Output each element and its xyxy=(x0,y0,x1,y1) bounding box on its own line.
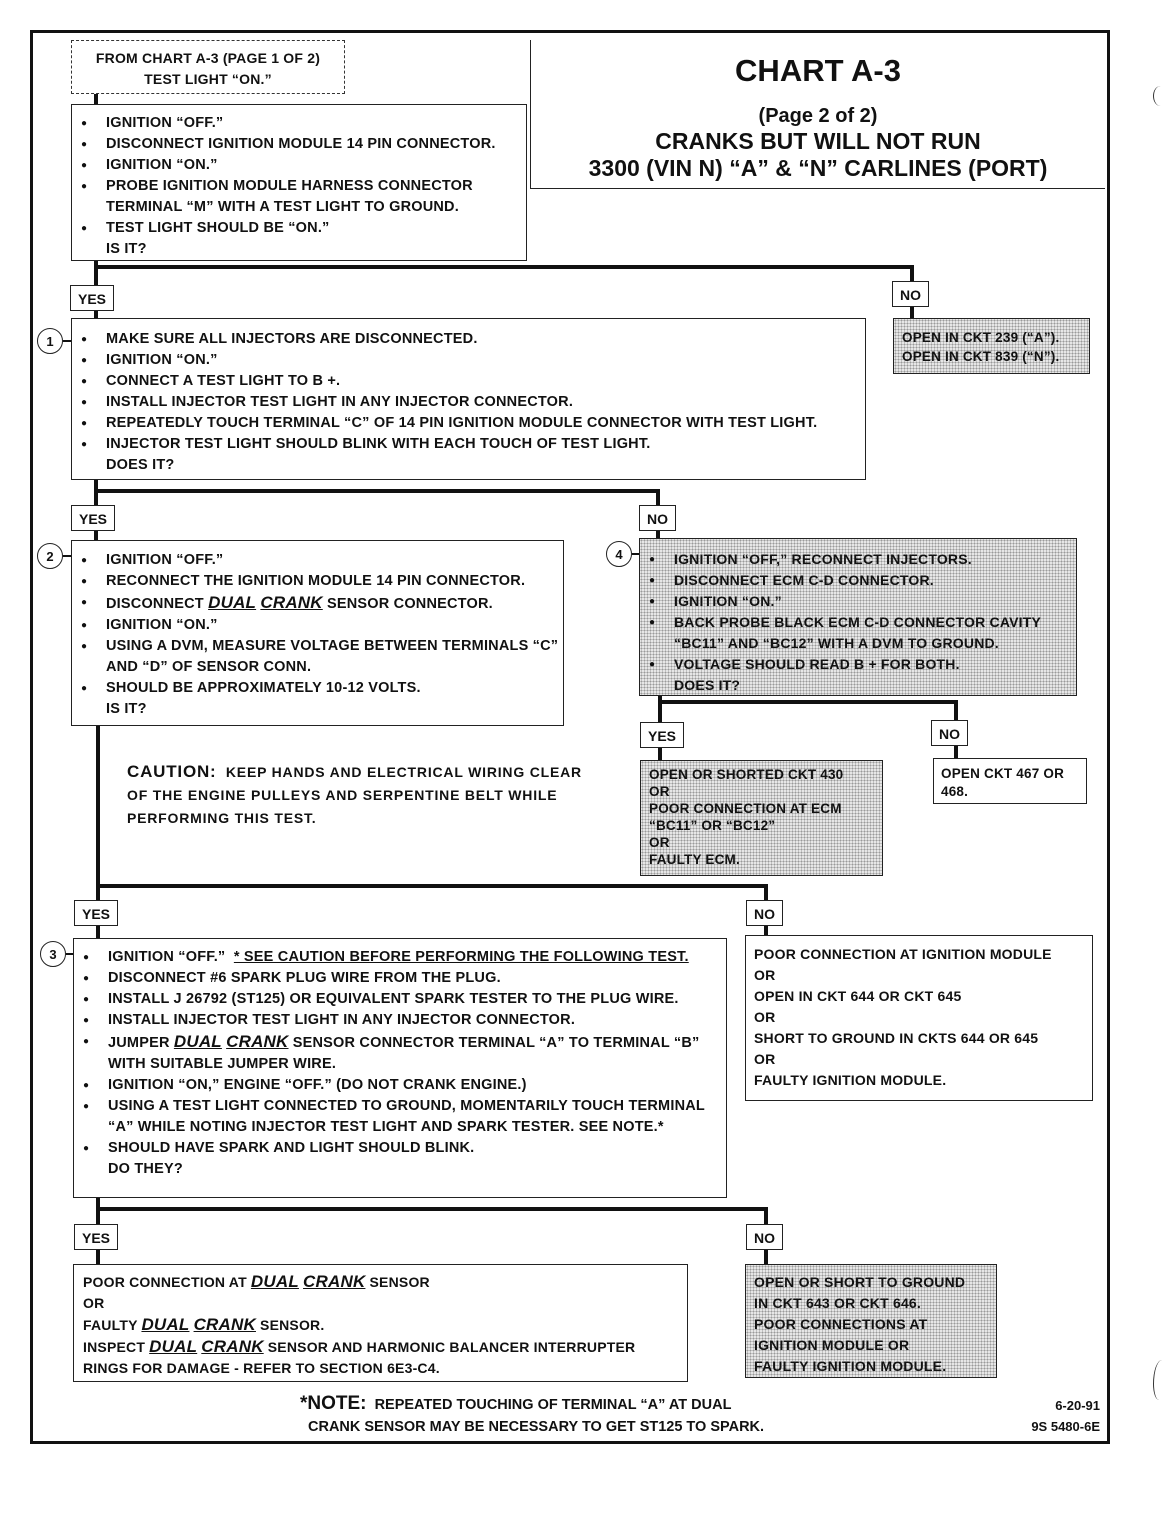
result-ckt643-box xyxy=(745,1264,997,1378)
result-line xyxy=(83,1314,687,1336)
text: SENSOR AND HARMONIC BALANCER INTERRUPTER xyxy=(267,1339,636,1355)
yes-label: YES xyxy=(74,900,118,926)
note-text: CRANK SENSOR MAY BE NECESSARY TO GET ST125 TO SPARK. xyxy=(308,1419,765,1435)
step-number-1: 1 xyxy=(37,328,63,354)
connector-line xyxy=(96,1250,100,1264)
text: SENSOR CONNECTOR. xyxy=(326,596,493,612)
result-line: OPEN OR SHORT TO GROUND xyxy=(754,1274,966,1290)
result-line: OPEN IN CKT 239 (“A”). xyxy=(902,330,1060,345)
entry-line: TEST LIGHT “ON.” xyxy=(144,71,272,87)
text: FAULTY xyxy=(83,1317,138,1333)
result-ignition-module-box xyxy=(745,935,1093,1101)
connector-line xyxy=(764,1207,768,1224)
dual-crank-text: CRANK xyxy=(193,1315,256,1334)
step2-box xyxy=(71,540,564,726)
step1-item: ● MAKE SURE ALL INJECTORS ARE DISCONNECTED. xyxy=(72,329,865,350)
result-sensor-box xyxy=(73,1264,688,1382)
step2-item xyxy=(72,592,563,615)
dual-crank-text: DUAL xyxy=(149,1337,198,1356)
step3-item: ● IGNITION “ON,” ENGINE “OFF.” (DO NOT CRANK ENGINE.) xyxy=(74,1075,726,1096)
step4-item: ● VOLTAGE SHOULD READ B + FOR BOTH. xyxy=(640,654,1076,675)
connector-line xyxy=(954,700,958,720)
no-label: NO xyxy=(746,1224,783,1250)
no-label: NO xyxy=(746,900,783,926)
dual-crank-text: CRANK xyxy=(303,1272,366,1291)
result-line: IN CKT 643 OR CKT 646. xyxy=(754,1295,921,1311)
result-line: SHORT TO GROUND IN CKTS 644 OR 645 xyxy=(754,1030,1039,1046)
yes-label: YES xyxy=(70,285,114,311)
dual-crank-text: DUAL xyxy=(208,593,257,612)
dual-crank-text: CRANK xyxy=(201,1337,264,1356)
step0-item: ● IGNITION “ON.” xyxy=(72,155,526,176)
caution-reference: * SEE CAUTION BEFORE PERFORMING THE FOLLOWING TEST. xyxy=(233,949,689,965)
connector-line xyxy=(94,489,660,493)
dual-crank-text: CRANK xyxy=(260,593,323,612)
step2-item: ● IGNITION “ON.” xyxy=(72,615,563,636)
no-label: NO xyxy=(931,720,968,746)
text: SENSOR CONNECTOR TERMINAL “A” TO TERMINAL “B” WITH SUITABLE JUMPER WIRE. xyxy=(108,1035,700,1072)
result-line: FAULTY IGNITION MODULE. xyxy=(754,1358,947,1374)
chart-engine: 3300 (VIN N) “A” & “N” CARLINES (PORT) xyxy=(588,155,1048,181)
step4-box xyxy=(639,538,1077,696)
step3-item: ● SHOULD HAVE SPARK AND LIGHT SHOULD BLINK. xyxy=(74,1138,726,1159)
connector-line xyxy=(96,1207,768,1211)
page-edge-mark xyxy=(1153,86,1168,106)
result-line: “BC11” OR “BC12” xyxy=(649,818,776,833)
step1-item: ● INSTALL INJECTOR TEST LIGHT IN ANY INJECTOR CONNECTOR. xyxy=(72,392,865,413)
result-line: OPEN IN CKT 839 (“N”). xyxy=(902,349,1060,364)
caution-heading: CAUTION: xyxy=(127,762,217,781)
result-line: OPEN CKT 467 OR xyxy=(941,766,1065,781)
dual-crank-text: DUAL xyxy=(250,1272,299,1291)
result-line: 468. xyxy=(941,784,969,799)
document-code: 9S 5480-6E xyxy=(1031,1419,1100,1434)
result-line: POOR CONNECTION AT IGNITION MODULE xyxy=(754,946,1052,962)
step1-item: ● REPEATEDLY TOUCH TERMINAL “C” OF 14 PIN IGNITION MODULE CONNECTOR WITH TEST LIGHT. xyxy=(72,413,865,434)
result-line: OR xyxy=(83,1295,105,1311)
step3-item xyxy=(74,1031,726,1075)
step1-question: DOES IT? xyxy=(106,457,175,473)
result-line: OR xyxy=(649,784,670,799)
result-line xyxy=(83,1336,687,1358)
step3-item: ● INSTALL J 26792 (ST125) OR EQUIVALENT SPARK TESTER TO THE PLUG WIRE. xyxy=(74,989,726,1010)
dual-crank-text: DUAL xyxy=(173,1032,222,1051)
step3-item xyxy=(74,947,726,968)
step3-item: ● DISCONNECT #6 SPARK PLUG WIRE FROM THE PLUG. xyxy=(74,968,726,989)
result-line: OR xyxy=(754,1009,776,1025)
result-line: OPEN IN CKT 644 OR CKT 645 xyxy=(754,988,962,1004)
connector-line xyxy=(910,265,914,281)
dual-crank-text: DUAL xyxy=(141,1315,190,1334)
chart-title: CHART A-3 xyxy=(735,53,901,88)
step2-question: IS IT? xyxy=(106,701,147,717)
step1-item: ● CONNECT A TEST LIGHT TO B +. xyxy=(72,371,865,392)
result-line: RINGS FOR DAMAGE - REFER TO SECTION 6E3-C4. xyxy=(83,1360,440,1376)
step2-item: ● USING A DVM, MEASURE VOLTAGE BETWEEN TERMINALS “C” AND “D” OF SENSOR CONN. xyxy=(72,636,563,678)
entry-box xyxy=(71,40,345,94)
result-line: FAULTY IGNITION MODULE. xyxy=(754,1072,947,1088)
step2-item: ● SHOULD BE APPROXIMATELY 10-12 VOLTS. xyxy=(72,678,563,699)
caution-text: KEEP HANDS AND ELECTRICAL WIRING CLEAR OF THE ENGINE PULLEYS AND SERPENTINE BELT WHILE PERFORMING THIS TEST. xyxy=(127,764,582,826)
step1-item: ● IGNITION “ON.” xyxy=(72,350,865,371)
step0-item: ● IGNITION “OFF.” xyxy=(72,113,526,134)
step1-box xyxy=(71,318,866,480)
entry-line: FROM CHART A-3 (PAGE 1 OF 2) xyxy=(95,50,321,66)
chart-title-block xyxy=(530,40,1105,189)
result-ckt467-box xyxy=(933,758,1087,804)
text: SENSOR. xyxy=(260,1317,325,1333)
result-line: POOR CONNECTIONS AT xyxy=(754,1316,928,1332)
yes-label: YES xyxy=(71,505,115,531)
result-line: POOR CONNECTION AT ECM xyxy=(649,801,842,816)
note-text: REPEATED TOUCHING OF TERMINAL “A” AT DUAL xyxy=(374,1397,732,1413)
step0-question: IS IT? xyxy=(106,241,147,257)
step2-item: ● IGNITION “OFF.” xyxy=(72,550,563,571)
text: DISCONNECT xyxy=(106,596,204,612)
footnote xyxy=(300,1393,764,1438)
chart-subtitle: CRANKS BUT WILL NOT RUN xyxy=(655,128,981,154)
connector-line xyxy=(96,884,768,888)
text: SENSOR xyxy=(369,1274,430,1290)
step3-item: ● USING A TEST LIGHT CONNECTED TO GROUND, MOMENTARILY TOUCH TERMINAL “A” WHILE NOTING INJECTOR TEST LIGHT AND SPARK TESTER. SEE NOTE.* xyxy=(74,1096,726,1138)
chart-page: (Page 2 of 2) xyxy=(758,105,878,127)
step4-item: ● IGNITION “OFF,” RECONNECT INJECTORS. xyxy=(640,549,1076,570)
caution-note xyxy=(127,760,607,830)
step4-item: ● DISCONNECT ECM C-D CONNECTOR. xyxy=(640,570,1076,591)
no-label: NO xyxy=(639,505,676,531)
step0-item: ● TEST LIGHT SHOULD BE “ON.” xyxy=(72,218,526,239)
result-line: OR xyxy=(649,835,670,850)
text: INSPECT xyxy=(83,1339,146,1355)
connector-line xyxy=(94,265,914,269)
step4-item: ● BACK PROBE BLACK ECM C-D CONNECTOR CAVITY “BC11” AND “BC12” WITH A DVM TO GROUND. xyxy=(640,612,1076,654)
connector-line xyxy=(764,884,768,900)
connector-line xyxy=(658,700,958,704)
result-line: OR xyxy=(754,967,776,983)
connector-line xyxy=(764,1250,768,1264)
yes-label: YES xyxy=(74,1224,118,1250)
note-heading: *NOTE: xyxy=(300,1393,367,1414)
step-number-3: 3 xyxy=(40,941,66,967)
result-ckt430-box xyxy=(640,760,883,876)
step0-box xyxy=(71,104,527,261)
result-line xyxy=(83,1271,687,1293)
result-line: OPEN OR SHORTED CKT 430 xyxy=(649,767,844,782)
document-reference xyxy=(1000,1395,1100,1437)
text: JUMPER xyxy=(108,1035,170,1051)
result-line: FAULTY ECM. xyxy=(649,852,740,867)
yes-label: YES xyxy=(640,722,684,748)
step3-box xyxy=(73,938,727,1198)
dual-crank-text: CRANK xyxy=(226,1032,289,1051)
step0-item: ● DISCONNECT IGNITION MODULE 14 PIN CONNECTOR. xyxy=(72,134,526,155)
step4-item: ● IGNITION “ON.” xyxy=(640,591,1076,612)
step3-question: DO THEY? xyxy=(108,1161,183,1177)
connector-line xyxy=(764,926,768,935)
step0-item: ● PROBE IGNITION MODULE HARNESS CONNECTOR TERMINAL “M” WITH A TEST LIGHT TO GROUND. xyxy=(72,176,526,218)
step-number-2: 2 xyxy=(37,543,63,569)
step2-item: ● RECONNECT THE IGNITION MODULE 14 PIN CONNECTOR. xyxy=(72,571,563,592)
page-edge-mark xyxy=(1153,1360,1168,1400)
connector-line xyxy=(96,1198,100,1224)
step-number-4: 4 xyxy=(606,541,632,567)
result-line: OR xyxy=(754,1051,776,1067)
document-date: 6-20-91 xyxy=(1055,1398,1100,1413)
step3-item: ● INSTALL INJECTOR TEST LIGHT IN ANY INJECTOR CONNECTOR. xyxy=(74,1010,726,1031)
result-ckt239-box xyxy=(893,318,1090,374)
connector-line xyxy=(96,726,100,902)
text: IGNITION “OFF.” xyxy=(108,949,226,965)
step1-item: ● INJECTOR TEST LIGHT SHOULD BLINK WITH EACH TOUCH OF TEST LIGHT. xyxy=(72,434,865,455)
result-line: IGNITION MODULE OR xyxy=(754,1337,910,1353)
step4-question: DOES IT? xyxy=(674,677,741,693)
no-label: NO xyxy=(892,281,929,307)
text: POOR CONNECTION AT xyxy=(83,1274,247,1290)
connector-line xyxy=(656,489,660,505)
